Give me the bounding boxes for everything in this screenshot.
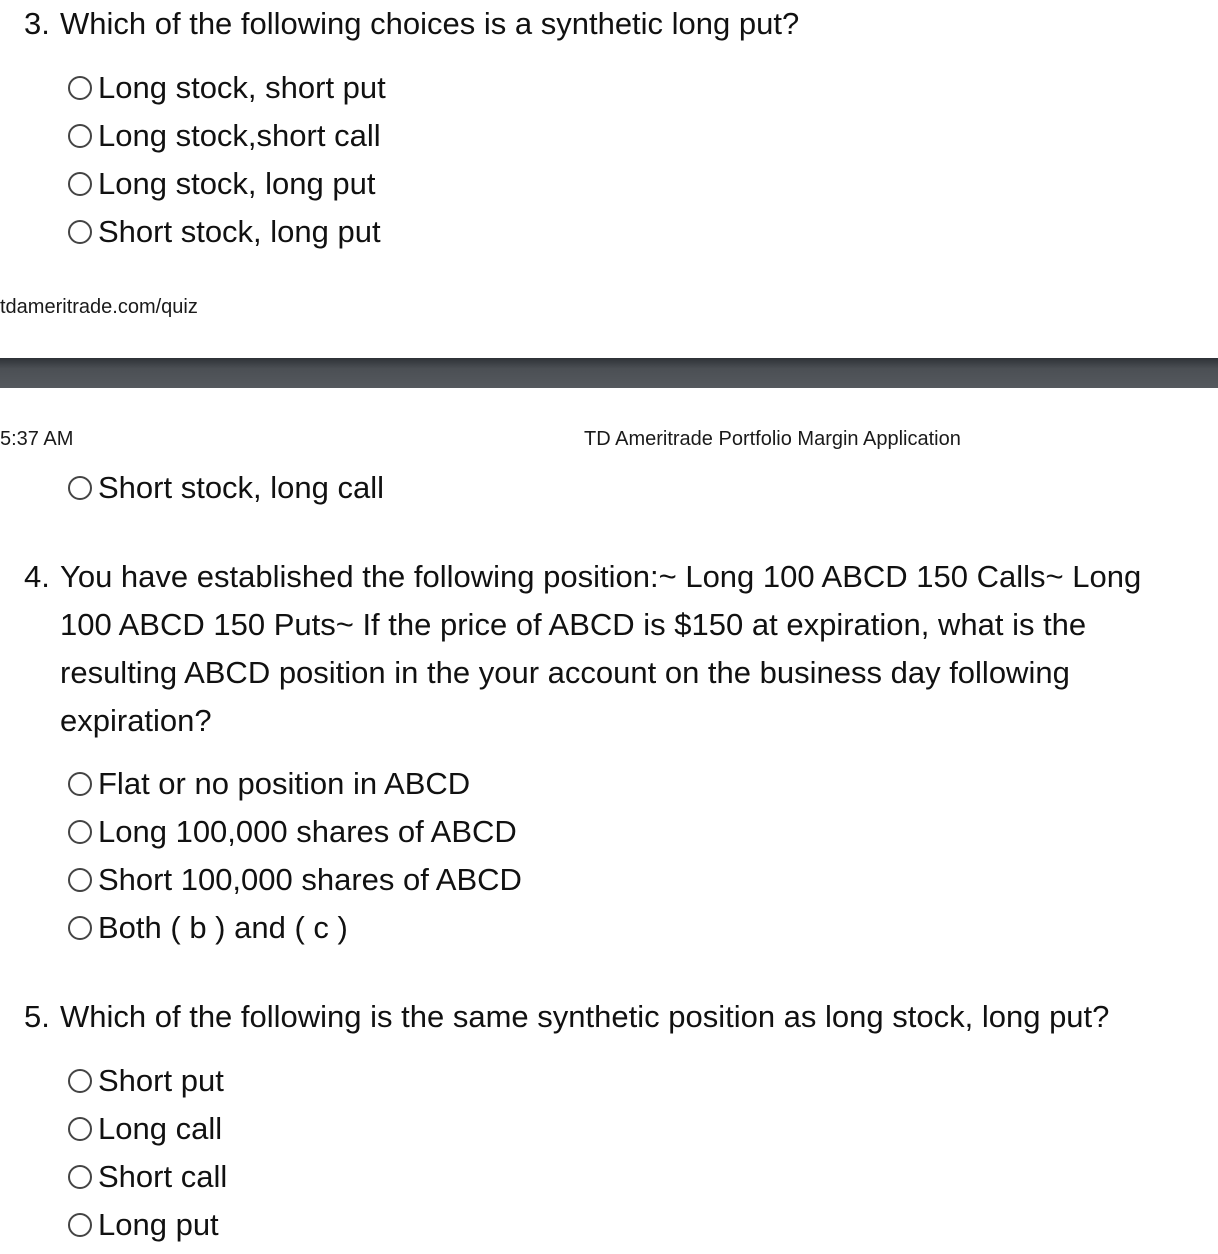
page-break-divider <box>0 358 1218 388</box>
q3-option-b[interactable] <box>68 112 381 160</box>
radio-button[interactable] <box>68 172 92 196</box>
radio-button[interactable] <box>68 76 92 100</box>
q5-option-b[interactable] <box>68 1105 222 1153</box>
q4-option-d[interactable] <box>68 904 348 952</box>
question-text: Which of the following is the same synthetic position as long stock, long put? <box>60 999 1110 1034</box>
option-label: Flat or no position in ABCD <box>98 766 471 801</box>
q4-option-c[interactable] <box>68 856 522 904</box>
q5-option-d[interactable] <box>68 1201 219 1249</box>
q4-option-a[interactable] <box>68 760 470 808</box>
q5-option-c[interactable] <box>68 1153 227 1201</box>
q3-option-a[interactable] <box>68 64 386 112</box>
page-footer-url: tdameritrade.com/quiz <box>0 296 198 318</box>
option-label: Short put <box>98 1063 224 1098</box>
option-label: Long 100,000 shares of ABCD <box>98 814 517 849</box>
radio-button[interactable] <box>68 1165 92 1189</box>
question-4-heading <box>24 553 1204 745</box>
radio-button[interactable] <box>68 916 92 940</box>
page-header-time: 5:37 AM <box>0 428 74 450</box>
option-label: Long stock, short put <box>98 70 386 105</box>
question-text: Which of the following choices is a synthetic long put? <box>60 6 800 41</box>
radio-button[interactable] <box>68 1117 92 1141</box>
question-number: 4. <box>24 559 50 594</box>
option-label: Short stock, long call <box>98 470 385 505</box>
radio-button[interactable] <box>68 1069 92 1093</box>
option-label: Short stock, long put <box>98 214 381 249</box>
option-label: Long put <box>98 1207 219 1242</box>
option-label: Long call <box>98 1111 223 1146</box>
radio-button[interactable] <box>68 220 92 244</box>
q5-option-a[interactable] <box>68 1057 224 1105</box>
option-label: Short 100,000 shares of ABCD <box>98 862 522 897</box>
page-header-title: TD Ameritrade Portfolio Margin Application <box>584 428 961 450</box>
q3-option-d[interactable] <box>68 208 381 256</box>
radio-button[interactable] <box>68 772 92 796</box>
q3-option-c[interactable] <box>68 160 375 208</box>
question-number: 5. <box>24 999 50 1034</box>
radio-button[interactable] <box>68 124 92 148</box>
radio-button[interactable] <box>68 820 92 844</box>
radio-button[interactable] <box>68 476 92 500</box>
radio-button[interactable] <box>68 1213 92 1237</box>
option-label: Long stock, long put <box>98 166 376 201</box>
question-3-heading <box>24 0 1204 48</box>
question-5-heading <box>24 993 1204 1041</box>
option-label: Long stock,short call <box>98 118 381 153</box>
option-label: Both ( b ) and ( c ) <box>98 910 348 945</box>
radio-button[interactable] <box>68 868 92 892</box>
question-text: You have established the following position:~ Long 100 ABCD 150 Calls~ Long 100 ABCD 150 Puts~ If the price of ABCD is $150 at expiration, what is the resulting ABCD position in the your account on the business day following expiration? <box>60 559 1142 738</box>
option-label: Short call <box>98 1159 228 1194</box>
question-number: 3. <box>24 6 50 41</box>
q4-option-b[interactable] <box>68 808 517 856</box>
q3-option-e[interactable] <box>68 464 384 512</box>
